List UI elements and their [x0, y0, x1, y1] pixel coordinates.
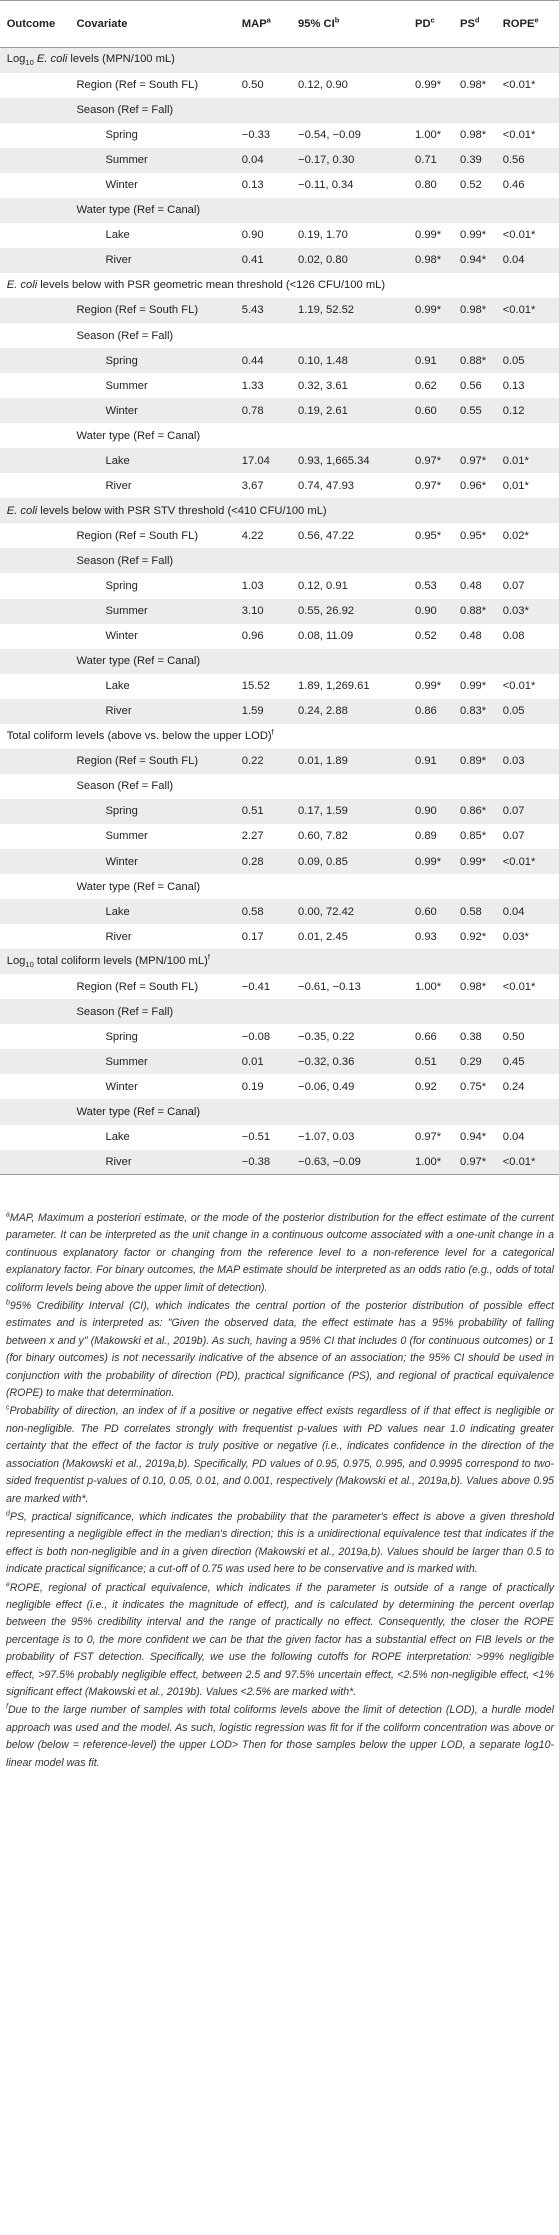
ps-cell: 0.92*: [459, 930, 487, 943]
map-cell: 0.50: [241, 79, 264, 92]
covariate-cell: Spring: [105, 354, 138, 367]
covariate-cell: Winter: [105, 630, 138, 643]
rope-cell: 0.56: [502, 154, 525, 167]
covariate-cell: River: [105, 705, 132, 718]
table-body: [0, 48, 559, 1175]
footnote: $^e$ROPE, regional of practical equivalence, which indicates if the parameter is outside of a range of practically negligible effect (i.e., it indicates the magnitude of effect), and is calculated by determining the percent overlap between the 95% credibility interval and the range of practically no effect. Consequently, the closer the ROPE percentage is to 0, the more confident we can be that the given factor has a substantial effect on FIB levels or the probability of FST detection. Specifically, we use the following cutoffs for ROPE interpretation: >99% negligible effect, >97.5% probably negligible effect, between 2.5 and 97.5% uncertain effect, <2.5% non-negligible effect, <1% significant effect (Makowski et al., 2019b). Values <2.5% are marked with*.: [6, 1581, 554, 1698]
map-cell: 17.04: [241, 454, 270, 467]
pd-cell: 0.60: [415, 905, 437, 918]
rope-cell: 0.01*: [502, 479, 529, 492]
ci-cell: 0.19, 1.70: [298, 229, 348, 242]
ps-cell: 0.52: [459, 179, 482, 192]
covariate-cell: Winter: [105, 1080, 138, 1093]
ps-cell: 0.98*: [459, 304, 487, 317]
rope-cell: 0.01*: [502, 454, 529, 467]
map-cell: 4.22: [241, 529, 264, 542]
rope-cell: <0.01*: [502, 229, 536, 242]
ci-cell: −0.32, 0.36: [298, 1055, 355, 1068]
rope-cell: 0.13: [502, 379, 525, 392]
ps-cell: 0.98*: [459, 980, 487, 993]
table-row: [0, 548, 559, 573]
ci-cell: 0.32, 3.61: [298, 379, 348, 392]
outcome-label: E. coli levels below with PSR geometric mean threshold (<126 CFU/100 mL): [6, 279, 386, 292]
table-row: [0, 473, 559, 498]
ci-cell: 1.89, 1,269.61: [298, 680, 370, 693]
pd-cell: 0.90: [415, 605, 437, 618]
ci-cell: 0.00, 72.42: [298, 905, 355, 918]
rope-cell: 0.46: [502, 179, 525, 192]
map-cell: 0.17: [241, 930, 264, 943]
ps-cell: 0.48: [459, 630, 482, 643]
map-cell: 0.96: [241, 630, 264, 643]
ps-cell: 0.29: [459, 1055, 482, 1068]
outcome-row: [0, 498, 559, 523]
ps-cell: 0.95*: [459, 529, 487, 542]
rope-cell: 0.07: [502, 580, 525, 592]
table-row: [0, 1074, 559, 1099]
covariate-cell: Lake: [105, 229, 130, 242]
rope-cell: 0.03*: [502, 930, 529, 943]
covariate-cell: Region (Ref = South FL): [76, 529, 199, 542]
footnote: $^a$MAP, Maximum a posteriori estimate, or the mode of the posterior distribution for the effect estimate of the current parameter. It can be interpreted as the unit change in a continuous outcome associated with a one-unit change in a continuous explanatory factor or changing from the reference level to a non-reference level for a categorical explanatory factor. For binary outcomes, the MAP estimate should be interpreted as an odds ratio (e.g., odds of total coliform levels being above the upper limit of detection).: [6, 1211, 554, 1294]
covariate-cell: Summer: [105, 1055, 148, 1068]
table-row: [0, 1150, 559, 1175]
table-row: [0, 173, 559, 198]
ci-cell: 0.93, 1,665.34: [298, 454, 370, 467]
covariate-cell: River: [76, 1150, 241, 1175]
table-row: [0, 148, 559, 173]
table-row: [0, 523, 559, 548]
pd-cell: 0.99*: [415, 855, 442, 868]
map-cell: −0.38: [242, 1150, 298, 1175]
ps-cell: 0.38: [459, 1030, 482, 1043]
pd-cell: 0.97*: [415, 479, 442, 492]
covariate-cell: River: [105, 930, 132, 943]
covariate-cell: Summer: [105, 379, 148, 392]
map-cell: 0.90: [241, 229, 264, 242]
ci-cell: −0.17, 0.30: [298, 154, 355, 167]
ci-cell: 0.10, 1.48: [298, 354, 348, 367]
covariate-cell: Winter: [105, 855, 138, 868]
table-row: [0, 749, 559, 774]
table-row: [0, 248, 559, 273]
covariate-cell: Lake: [105, 454, 130, 467]
ps-cell: 0.89*: [459, 755, 487, 768]
map-cell: 0.04: [241, 154, 264, 167]
rope-cell: <0.01*: [502, 304, 536, 317]
rope-cell: <0.01*: [502, 79, 536, 92]
rope-cell: 0.05: [502, 705, 525, 718]
ps-cell: 0.96*: [459, 479, 487, 492]
table-row: [0, 423, 559, 448]
covariate-cell: River: [105, 254, 132, 267]
pd-cell: 1.00*: [415, 980, 442, 993]
pd-cell: 0.80: [415, 179, 437, 192]
map-cell: 0.13: [241, 179, 264, 192]
ci-cell: 0.55, 26.92: [298, 605, 355, 618]
covariate-cell: Lake: [105, 1131, 130, 1144]
pd-cell: 0.99*: [415, 229, 442, 242]
table-row: [0, 849, 559, 874]
ci-cell: 0.01, 2.45: [298, 930, 348, 943]
table-row: [0, 1125, 559, 1150]
table-row: [0, 899, 559, 924]
map-cell: 3.10: [241, 605, 264, 618]
table-row: [0, 824, 559, 849]
ps-cell: 0.97*: [460, 1150, 503, 1175]
outcome-label: Log$_{10}$ E. coli levels (MPN/100 mL): [6, 53, 175, 68]
rope-cell: 0.07: [502, 830, 525, 843]
footnotes: [6, 1210, 554, 1773]
table-row: [0, 624, 559, 649]
covariate-cell: River: [105, 479, 132, 492]
covariate-cell: Summer: [105, 830, 148, 843]
table-row: [0, 1099, 559, 1124]
footnote: $^d$PS, practical significance, which indicates the probability that the parameter's effect is above a given threshold representing a negligible effect in the median's direction; this is a unidirectional equivalence test that indicates if the effect is both non-negligible and in a given direction (Makowski et al., 2019a,b). Values should be larger than 0.5 to indicate practical significance; a cut-off of 0.75 was used here to be conservative and is marked with.: [6, 1510, 554, 1576]
covariate-cell: Water type (Ref = Canal): [76, 204, 201, 217]
ps-cell: 0.86*: [459, 805, 487, 818]
ps-cell: 0.55: [459, 404, 482, 417]
pd-cell: 0.52: [415, 630, 437, 643]
ps-cell: 0.99*: [459, 229, 487, 242]
pd-cell: 0.51: [415, 1055, 437, 1068]
rope-cell: 0.04: [502, 1131, 525, 1144]
outcome-row: [0, 273, 559, 298]
map-cell: −0.51: [241, 1131, 271, 1144]
ps-cell: 0.99*: [459, 680, 487, 693]
map-cell: 5.43: [241, 304, 264, 317]
pd-cell: 0.90: [415, 805, 437, 818]
table-row: [0, 323, 559, 348]
pd-cell: 0.86: [415, 705, 437, 718]
covariate-cell: Water type (Ref = Canal): [76, 1105, 201, 1118]
covariate-cell: Region (Ref = South FL): [76, 980, 199, 993]
rope-cell: 0.12: [502, 404, 525, 417]
ci-cell: 0.09, 0.85: [298, 855, 348, 868]
ci-cell: 0.24, 2.88: [298, 705, 348, 718]
ps-cell: 0.94*: [459, 1131, 487, 1144]
map-cell: 0.51: [241, 805, 264, 818]
rope-cell: 0.03*: [502, 605, 529, 618]
covariate-cell: Season (Ref = Fall): [76, 780, 174, 793]
outcome-row: [0, 724, 559, 749]
ps-cell: 0.56: [459, 379, 482, 392]
table-row: [0, 1049, 559, 1074]
map-cell: 0.78: [241, 404, 264, 417]
ci-cell: 0.02, 0.80: [298, 254, 348, 267]
map-cell: 1.33: [241, 379, 264, 392]
ps-cell: 0.97*: [459, 454, 487, 467]
footnote: $^c$Probability of direction, an index of if a positive or negative effect exists regardless of if that effect is negligible or non-negligible. The PD correlates strongly with frequentist p-values with PD values near 1.0 indicating greater certainty that the effect of the factor is truly positive or negative (i.e., indicates confidence in the direction of the association (Makowski et al., 2019a,b). Specifically, PD values of 0.95, 0.975, 0.995, and 0.9995 correspond to two-sided frequentist p-values of 0.10, 0.05, 0.01, and 0.001, respectively (Makowski et al., 2019a,b). Values above 0.95 are marked with*.: [6, 1404, 554, 1505]
rope-cell: 0.05: [502, 354, 525, 367]
map-cell: 0.41: [241, 254, 264, 267]
map-cell: 2.27: [241, 830, 264, 843]
ci-cell: −0.06, 0.49: [298, 1080, 355, 1093]
pd-cell: 0.62: [415, 379, 437, 392]
table-row: [0, 674, 559, 699]
table-row: [0, 448, 559, 473]
map-cell: −0.33: [241, 129, 271, 142]
rope-cell: <0.01*: [502, 129, 536, 142]
ci-cell: −0.11, 0.34: [298, 179, 354, 192]
ps-cell: 0.75*: [459, 1080, 487, 1093]
ps-cell: 0.83*: [459, 705, 487, 718]
table-row: [0, 373, 559, 398]
pd-cell: 0.66: [415, 1030, 437, 1043]
rope-cell: 0.45: [502, 1055, 525, 1068]
covariate-cell: Summer: [105, 605, 148, 618]
rope-cell: 0.02*: [502, 529, 529, 542]
footnote: $^f$Due to the large number of samples with total coliforms levels above the limit of detection (LOD), a hurdle model approach was used and the model. As such, logistic regression was fit for if the coliform concentration was above or below (below = reference-level) the upper LOD> Then for those samples below the upper LOD, a separate log10-linear model was fit.: [6, 1703, 554, 1769]
pd-cell: 0.99*: [415, 304, 442, 317]
ci-cell: 0.12, 0.91: [298, 580, 348, 592]
covariate-cell: Lake: [105, 905, 130, 918]
table-row: [0, 98, 559, 123]
ci-cell: −0.35, 0.22: [298, 1030, 355, 1043]
table-header-row: [0, 1, 559, 48]
rope-cell: <0.01*: [503, 1150, 559, 1175]
map-cell: 0.58: [241, 905, 264, 918]
covariate-cell: Season (Ref = Fall): [76, 104, 174, 117]
pd-cell: 0.93: [415, 930, 437, 943]
covariate-cell: Season (Ref = Fall): [76, 554, 174, 567]
rope-cell: 0.04: [502, 905, 525, 918]
table-row: [0, 924, 559, 949]
ci-cell: −0.63, −0.09: [298, 1150, 415, 1175]
pd-cell: 0.97*: [415, 454, 442, 467]
outcome-label: Total coliform levels (above vs. below the upper LOD)$^f$: [6, 727, 274, 743]
covariate-cell: Water type (Ref = Canal): [76, 429, 201, 442]
pd-cell: 0.99*: [415, 79, 442, 92]
covariate-cell: Spring: [105, 580, 138, 592]
pd-cell: 1.00*: [415, 1150, 460, 1175]
table-row: [0, 799, 559, 824]
pd-cell: 0.60: [415, 404, 437, 417]
table-row: [0, 1024, 559, 1049]
ps-cell: 0.58: [459, 905, 482, 918]
table-row: [0, 649, 559, 674]
map-cell: 0.01: [241, 1055, 264, 1068]
map-cell: 1.03: [241, 580, 264, 592]
rope-cell: 0.50: [502, 1030, 525, 1043]
map-cell: 0.28: [241, 855, 264, 868]
ps-cell: 0.88*: [459, 354, 487, 367]
table-row: [0, 699, 559, 724]
ps-cell: 0.85*: [459, 830, 487, 843]
pd-cell: 0.89: [415, 830, 437, 843]
table-row: [0, 123, 559, 148]
header-outcome: Outcome: [7, 1, 77, 48]
covariate-cell: Season (Ref = Fall): [76, 329, 174, 342]
table-row: [0, 774, 559, 799]
ci-cell: −1.07, 0.03: [298, 1131, 355, 1144]
rope-cell: <0.01*: [502, 855, 536, 868]
rope-cell: 0.07: [502, 805, 525, 818]
covariate-cell: Summer: [105, 154, 148, 167]
pd-cell: 0.71: [415, 154, 437, 167]
covariate-cell: Lake: [105, 680, 130, 693]
outcome-row: [0, 949, 559, 974]
map-cell: 1.59: [241, 705, 264, 718]
table-row: [0, 874, 559, 899]
table-row: [0, 999, 559, 1024]
covariate-cell: Winter: [105, 404, 138, 417]
ps-cell: 0.39: [459, 154, 482, 167]
table-row: [0, 599, 559, 624]
covariate-cell: Region (Ref = South FL): [76, 79, 199, 92]
rope-cell: <0.01*: [502, 980, 536, 993]
table-row: [0, 348, 559, 373]
pd-cell: 0.91: [415, 354, 437, 367]
map-cell: −0.08: [241, 1030, 271, 1043]
pd-cell: 0.53: [415, 580, 437, 592]
rope-cell: 0.08: [502, 630, 525, 643]
ci-cell: 0.56, 47.22: [298, 529, 355, 542]
covariate-cell: Region (Ref = South FL): [76, 755, 199, 768]
outcome-row: [0, 48, 559, 73]
ci-cell: −0.61, −0.13: [298, 980, 361, 993]
ps-cell: 0.88*: [459, 605, 487, 618]
header-ci: 95% $CI^b$: [298, 1, 415, 48]
map-cell: 3.67: [241, 479, 264, 492]
covariate-cell: Spring: [105, 1030, 138, 1043]
covariate-cell: Spring: [105, 129, 138, 142]
covariate-cell: Winter: [105, 179, 138, 192]
table-row: [0, 974, 559, 999]
ps-cell: 0.48: [459, 580, 482, 592]
table-row: [0, 223, 559, 248]
ci-cell: 0.12, 0.90: [298, 79, 348, 92]
covariate-cell: Region (Ref = South FL): [76, 304, 199, 317]
ci-cell: 0.08, 11.09: [298, 630, 354, 643]
map-cell: 0.19: [241, 1080, 264, 1093]
ci-cell: 1.19, 52.52: [298, 304, 355, 317]
ci-cell: 0.17, 1.59: [298, 805, 348, 818]
pd-cell: 0.99*: [415, 680, 442, 693]
header-pd: $PD^c$: [415, 1, 460, 48]
header-covariate: Covariate: [76, 1, 241, 48]
ci-cell: 0.60, 7.82: [298, 830, 348, 843]
ci-cell: 0.01, 1.89: [298, 755, 348, 768]
table-row: [0, 73, 559, 98]
table-row: [0, 298, 559, 323]
covariate-cell: Water type (Ref = Canal): [76, 880, 201, 893]
pd-cell: 0.97*: [415, 1131, 442, 1144]
table-row: [0, 573, 559, 598]
rope-cell: 0.04: [502, 254, 525, 267]
covariate-cell: Water type (Ref = Canal): [76, 655, 201, 668]
covariate-cell: Season (Ref = Fall): [76, 1005, 174, 1018]
table-row: [0, 398, 559, 423]
header-rope: ROPE$^e$: [503, 1, 559, 48]
table-row: [0, 198, 559, 223]
header-map: MAP$^a$: [242, 1, 298, 48]
footnote: $^b$95% Credibility Interval (CI), which indicates the central portion of the posterior distribution of possible effect estimates and is interpreted as: "Given the observed data, the effect estimate has a 95% probability of falling between x and y" (Makowski et al., 2019b). As such, having a 95% CI that includes 0 (for continuous outcomes) or 1 (for binary outcomes) is not necessarily indicative of the absence of an association; the 95% CI should be used in conjunction with the probability of direction (PD), practical significance (PS), and regional of practical equivalence (ROPE) to make that determination.: [6, 1299, 554, 1400]
map-cell: 0.44: [241, 354, 264, 367]
pd-cell: 1.00*: [415, 129, 442, 142]
ci-cell: −0.54, −0.09: [298, 129, 361, 142]
ps-cell: 0.98*: [459, 129, 487, 142]
map-cell: 0.22: [241, 755, 264, 768]
map-cell: 15.52: [241, 680, 270, 693]
pd-cell: 0.95*: [415, 529, 442, 542]
rope-cell: 0.03: [502, 755, 525, 768]
ci-cell: 0.74, 47.93: [298, 479, 355, 492]
pd-cell: 0.91: [415, 755, 437, 768]
outcome-label: E. coli levels below with PSR STV threshold (<410 CFU/100 mL): [6, 504, 327, 517]
rope-cell: <0.01*: [502, 680, 536, 693]
outcome-label: Log$_{10}$ total coliform levels (MPN/100 mL)$^f$: [6, 951, 210, 969]
covariate-cell: Spring: [105, 805, 138, 818]
header-ps: $PS^d$: [460, 1, 503, 48]
rope-cell: 0.24: [502, 1080, 525, 1093]
ps-cell: 0.98*: [459, 79, 487, 92]
ps-cell: 0.99*: [459, 855, 487, 868]
map-cell: −0.41: [241, 980, 271, 993]
pd-cell: 0.98*: [415, 254, 442, 267]
ci-cell: 0.19, 2.61: [298, 404, 348, 417]
pd-cell: 0.92: [415, 1080, 437, 1093]
ps-cell: 0.94*: [459, 254, 487, 267]
